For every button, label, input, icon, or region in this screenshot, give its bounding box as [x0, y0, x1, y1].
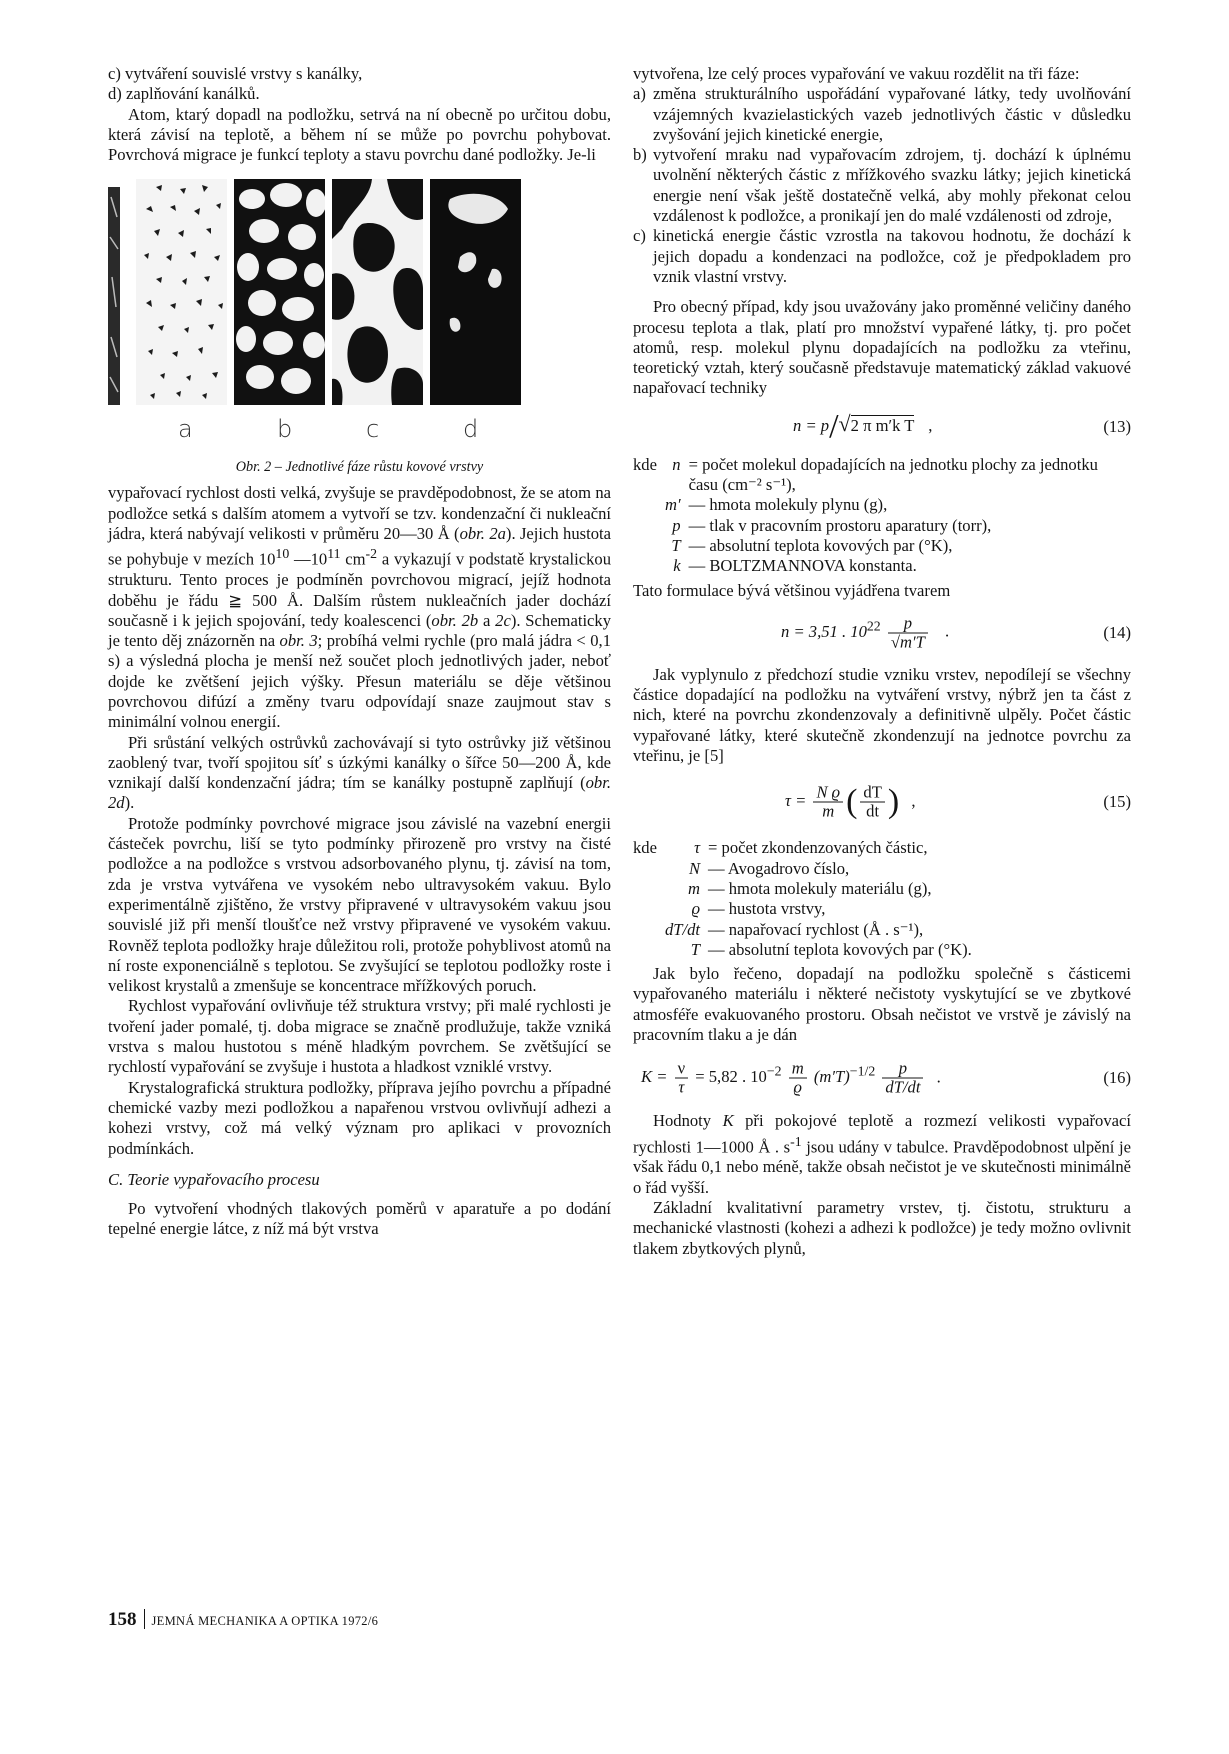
figure-2	[108, 177, 611, 475]
figure-panel-d	[430, 179, 521, 405]
figure-scale-strip	[108, 187, 120, 405]
definition-row: τ = počet zkondenzovaných částic,	[694, 838, 928, 858]
list-item: b) vytvoření mraku nad vypařovacím zdrojem, tj. dochází k úplnému uvolnění některých částic z mřížkového svazku látky; jejich kinetická energie není však ještě dostatečně velká, aby mohly překonat celou vzdálenost k podložce, a pronikají jen do malé vzdálenosti od zdroje,	[633, 145, 1131, 226]
equation-number: (14)	[1103, 622, 1131, 642]
list-item: a) změna strukturálního uspořádání vypařované látky, tedy uvolňování vzájemných kvazielastických vazeb jednotlivých částic v důsledku zvyšování jejich kinetické energie,	[633, 84, 1131, 144]
paragraph: Jak bylo řečeno, dopadají na podložku společně s částicemi vypařovaného materiálu i některé nečistoty vyskytující se ve zbytkové atmosféře evakuovaného prostoru. Obsah nečistot ve vrstvě je závislý na pracovním tlaku a je dán	[633, 964, 1131, 1044]
paragraph: Protože podmínky povrchové migrace jsou závislé na vazební energii částeček povrchu, liší se tyto podmínky přirozeně pro vrstvy na čisté podložce a na podložce s vrstvou adsorbovaného plynu, tj. závisí na tom, zda je vrstva vytvářena ve vysokém nebo ultravysokém vakuu. Bylo experimentálně zjištěno, že vrstvy připravené v ultravysokém vakuu jsou souvislé již při menší tloušťce než vrstvy připravené ve vysokém vakuu. Rovněž teplota podložky hraje důležitou roli, protože pohyblivost atomů na ní roste exponenciálně s teplotou. Se zvyšující se teplotou podložky roste i velikost krystalů a zmenšuje se koncentrace mřížkových poruch.	[108, 813, 611, 996]
list-item-c: c) vytváření souvislé vrstvy s kanálky,	[108, 64, 363, 83]
paragraph: Pro obecný případ, kdy jsou uvažovány jako proměnné veličiny daného procesu teplota a tlak, platí pro množství vypařené látky, tj. pro počet atomů, resp. molekul plynu dopadajících na podložku za vteřinu, teoretický vztah, který současně představuje matematický základ vakuové napařovací techniky	[633, 297, 1131, 398]
list-item: c) kinetická energie částic vzrostla na takovou hodnotu, že dochází k jejich dopadu a kondenzaci na podložce, což je předpokladem pro vznik vlastní vrstvy.	[633, 226, 1131, 286]
definition-row: k — BOLTZMANNOVA konstanta.	[673, 556, 917, 576]
equation-number: (13)	[1103, 416, 1131, 436]
symbol-definitions: kde n = počet molekul dopadajících na jednotku plochy za jednotku času (cm⁻² s⁻¹), m′ — hmota molekuly plynu (g), p — tlak v pracovním prostoru aparatury (torr), T — absolutní teplota kovových par (°K), k — BOLTZMANNOVA konstanta.	[633, 455, 1131, 577]
definition-row: T — absolutní teplota kovových par (°K),	[671, 535, 953, 555]
page-footer	[108, 1609, 378, 1631]
figure-panel-c	[332, 179, 423, 405]
paragraph: vytvořena, lze celý proces vypařování ve vakuu rozdělit na tři fáze:	[633, 64, 1080, 83]
page-number: 158	[108, 1609, 137, 1630]
figure-label-d: d	[463, 415, 479, 444]
definition-row: dT/dt — napařovací rychlost (Å . s⁻¹),	[664, 919, 924, 939]
paragraph: Rychlost vypařování ovlivňuje též struktura vrstvy; při malé rychlosti je tvoření jader pomalé, tj. doba migrace se značně prodlužuje, takže vzniká vrstva s malou hustotou s méně hladkým povrchem. Se zvětšující se rychlostí vypařování se zvyšuje i hustota a hladkost vzniklé vrstvy.	[108, 996, 611, 1077]
paragraph: Krystalografická struktura podložky, příprava jejího povrchu a případné chemické vazby mezi podložkou a napařenou vrstvou ovlivňují adhezi a kohezi vrstvy, což má velký význam pro aplikaci v provozních podmínkách.	[108, 1077, 611, 1158]
equation-14: n = 3,51 . $10^{22}$ $\frac{p}{√m'T}$ . (14)	[781, 613, 1131, 652]
equation-number: (16)	[1103, 1068, 1131, 1088]
paragraph: Při srůstání velkých ostrůvků zachovávají si tyto ostrůvky již většinou zaoblený tvar, tvoří spojitou síť s úzkými kanálky o šířce 50—200 Å, kde vznikají další kondenzační jádra; tím se kanálky postupně zaplňují (obr. 2d).	[108, 732, 611, 813]
figure-panel-a	[136, 179, 227, 405]
definitions-table	[665, 838, 972, 960]
list-item-d: d) zaplňování kanálků.	[108, 84, 260, 104]
definition-row: T — absolutní teplota kovových par (°K).	[690, 939, 972, 959]
definition-row: m — hmota molekuly materiálu (g),	[688, 878, 932, 898]
symbol-definitions: kde τ = počet zkondenzovaných částic, N — Avogadrovo číslo, m — hmota molekuly materiálu (g), ϱ — hustota vrstvy, dT/dt — napařovací rychlost (Å . s⁻¹), T — absolutní teplota kovových par (°K).	[633, 838, 972, 959]
definition-row: N — Avogadrovo číslo,	[688, 858, 850, 878]
paragraph: Po vytvoření vhodných tlakových poměrů v aparatuře a po dodání tepelné energie látce, z níž má být vrstva	[108, 1199, 611, 1239]
equation-16: K = $\frac{\nu}{\tau}$ = 5,82 . $10^{-2}$ $\frac{m}{ϱ}$ $(m'T)^{-1/2}$ $\frac{p}{dT/dt}$ . (16)	[641, 1058, 1131, 1097]
equation-number: (15)	[1103, 792, 1131, 812]
equation-13: n = p/√2 π m′k T , (13)	[793, 407, 1131, 445]
figure-label-a: a	[178, 415, 193, 444]
equation-15: τ = $\frac{\text{N ϱ}}{m}$ ( $\frac{dT}{dt}$ ) , (15)	[785, 782, 1131, 821]
journal-name: JEMNÁ MECHANIKA A OPTIKA 1972/6	[151, 1614, 379, 1628]
left-column	[108, 64, 611, 1240]
paragraph: Jak vyplynulo z předchozí studie vzniku vrstev, nepodílejí se všechny částice dopadající na podložku na vytváření vrstvy, nýbrž jen ta část z nich, které na povrchu zkondenzovaly a definitivně ulpěly. Počet částic vypařované látky, které skutečně zkondenzují na jednotce povrchu za vteřinu, je [5]	[633, 664, 1131, 766]
footer-divider	[144, 1609, 145, 1629]
figure-caption: Obr. 2 – Jednotlivé fáze růstu kovové vrstvy	[235, 459, 484, 476]
section-heading: C. Teorie vypařovacího procesu	[108, 1169, 320, 1189]
definition-row: m′ — hmota molekuly plynu (g),	[664, 495, 888, 515]
paragraph: Hodnoty K při pokojové teplotě a rozmezí velikosti vypařovací rychlosti 1—1000 Å . $s^{-1}$ jsou udány v tabulce. Pravděpodobnost ulpění je však řádu 0,1 nebo méně, takže obsah nečistot je ve skutečnosti minimálně o řád vyšší.	[633, 1111, 1131, 1197]
paragraph: vypařovací rychlost dosti velká, zvyšuje se pravděpodobnost, že se atom na podložce setká s dalším atomem a vytvoří se tzv. kondenzační či nukleační jádra, která nabývají velikosti v průměru 20—30 Å (obr. 2a). Jejich hustota se pohybuje v mezích $10^{10}$ $—10^{11}$ $cm^{-2}$ a vykazují v podstatě krystalickou strukturu. Tento proces je podmíněn povrchovou migrací, jejíž hodnota doběhu je řádu ≧ 500 Å. Dalším růstem nukleačních jader dochází současně i k jejich spojování, tedy koalescenci (obr. 2b a 2c). Schematicky je tento děj znázorněn na obr. 3; probíhá velmi rychle (pro malá jádra < 0,1 s) a výsledná plocha je menší než součet ploch jednotlivých jader, neboť dojde ke zvětšení jejich výšky. Přesun materiálu se děje většinou povrchovou difúzí a změny tvaru odpovídají snaze zaujmout stav s minimální volnou energií.	[108, 483, 612, 732]
figure-panel-b	[234, 179, 325, 405]
figure-label-b: b	[277, 415, 293, 444]
figure-label-c: c	[366, 415, 380, 444]
definition-row: ϱ — hustota vrstvy,	[691, 899, 826, 919]
right-column	[633, 64, 1131, 1259]
definition-row: p — tlak v pracovním prostoru aparatury (torr),	[672, 515, 992, 535]
paragraph: Základní kvalitativní parametry vrstev, tj. čistotu, strukturu a mechanické vlastnosti (kohezi a adhezi k podložce) je tedy možno ovlivnit tlakem zbytkových plynů,	[633, 1198, 1131, 1258]
paragraph: Atom, ktarý dopadl na podložku, setrvá na ní obecně po určitou dobu, která závisí na teplotě, a během ní se může po povrchu pohybovat. Povrchová migrace je funkcí teploty a stavu povrchu dané podložky. Je-li	[108, 104, 611, 165]
definitions-table	[665, 455, 1131, 577]
paragraph: Tato formulace bývá většinou vyjádřena tvarem	[633, 580, 951, 600]
definition-row: n = počet molekul dopadajících na jednotku plochy za jednotku času (cm⁻² s⁻¹),	[672, 454, 1098, 495]
